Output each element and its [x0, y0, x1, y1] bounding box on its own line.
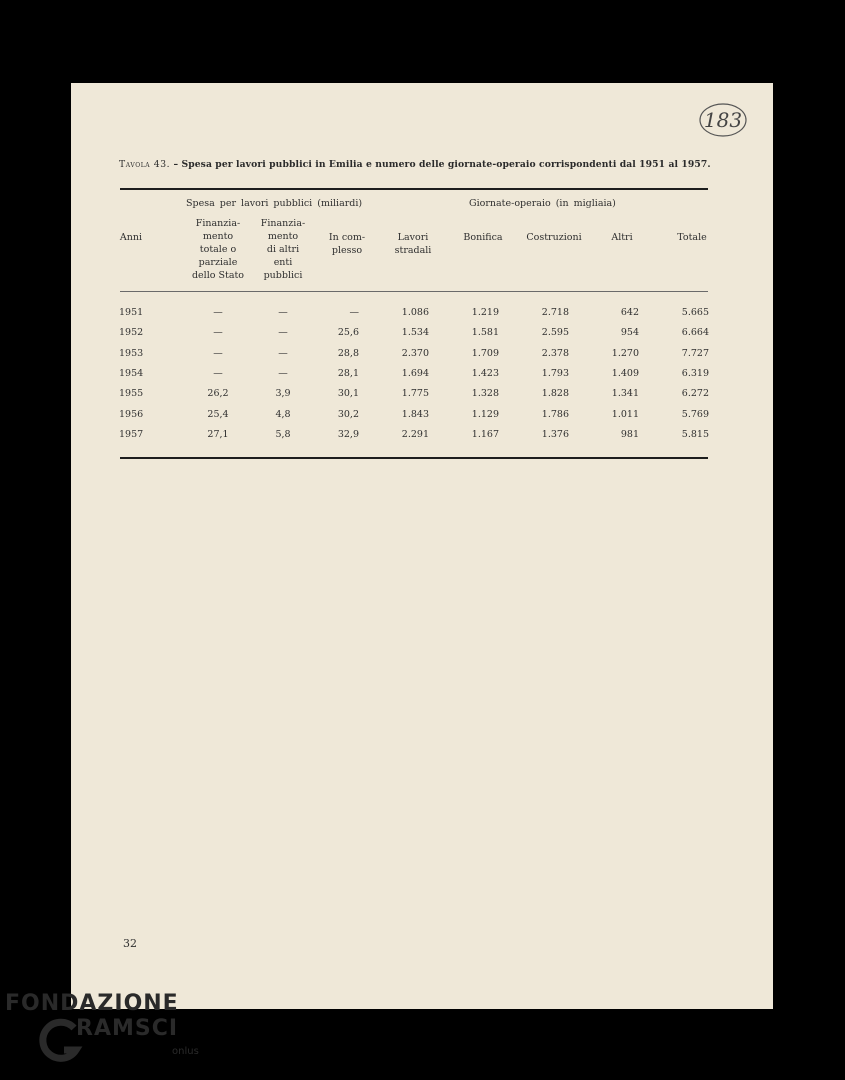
cell-anno: 1952 — [119, 327, 144, 339]
handwritten-page-number — [697, 101, 747, 139]
cell-costruzioni: 2.378 — [541, 347, 569, 359]
logo-line-3: onlus — [172, 1046, 199, 1057]
cell-in-complesso: 32,9 — [337, 428, 359, 440]
svg-text:183: 183 — [703, 108, 743, 132]
cell-costruzioni: 1.828 — [541, 388, 569, 400]
cell-fin-stato: 25,4 — [207, 408, 229, 420]
cell-in-complesso: 25,6 — [337, 327, 359, 339]
header-fin-stato: Finanzia- mento totale o parziale dello Stato — [191, 218, 245, 281]
cell-altri: 1.341 — [611, 388, 639, 400]
cell-totale: 5.665 — [681, 307, 709, 318]
cell-totale: 6.272 — [681, 388, 709, 400]
cell-bonifica: 1.219 — [471, 307, 499, 318]
cell-fin-altri: 3,9 — [275, 388, 291, 400]
cell-totale: 5.769 — [681, 408, 709, 420]
header-totale: Totale — [677, 232, 707, 243]
logo-line-2: RAMSCI — [76, 1016, 179, 1041]
cell-costruzioni: 2.718 — [541, 307, 569, 318]
cell-lavori-stradali: 2.370 — [401, 347, 429, 359]
table-number: Tavola 43. — [119, 159, 171, 170]
cell-in-complesso: 30,1 — [337, 388, 359, 400]
cell-in-complesso: 28,8 — [337, 347, 359, 359]
logo-line-1: FONDAZIONE — [5, 991, 179, 1016]
table-title: – Spesa per lavori pubblici in Emilia e numero delle giornate-operaio corrispondenti dal 1951 al 1957. — [173, 159, 711, 170]
cell-lavori-stradali: 1.086 — [401, 307, 429, 318]
header-bonifica: Bonifica — [463, 232, 503, 243]
cell-lavori-stradali: 1.534 — [401, 327, 429, 339]
cell-fin-altri: — — [278, 347, 288, 359]
group-header-spesa: Spesa per lavori pubblici (miliardi) — [186, 198, 363, 209]
header-costruzioni: Costruzioni — [526, 232, 582, 243]
cell-in-complesso: 30,2 — [337, 408, 359, 420]
cell-bonifica: 1.581 — [471, 327, 499, 339]
cell-fin-altri: — — [278, 367, 288, 379]
cell-anno: 1956 — [119, 408, 144, 420]
cell-anno: 1951 — [119, 307, 144, 318]
cell-anno: 1954 — [119, 367, 144, 379]
cell-bonifica: 1.423 — [471, 367, 499, 379]
cell-totale: 6.319 — [681, 367, 709, 379]
cell-altri: 954 — [620, 327, 639, 339]
cell-totale: 7.727 — [681, 347, 709, 359]
table-caption — [119, 159, 759, 170]
cell-in-complesso: — — [349, 307, 359, 318]
cell-totale: 5.815 — [681, 428, 709, 440]
cell-costruzioni: 1.793 — [541, 367, 569, 379]
cell-bonifica: 1.328 — [471, 388, 499, 400]
table-top-rule — [120, 188, 708, 190]
cell-totale: 6.664 — [681, 327, 709, 339]
header-anni: Anni — [119, 232, 143, 243]
cell-anno: 1955 — [119, 388, 144, 400]
cell-altri: 981 — [620, 428, 639, 440]
cell-fin-stato: — — [213, 347, 223, 359]
cell-altri: 1.011 — [611, 408, 639, 420]
header-lavori-stradali: Lavori stradali — [394, 232, 432, 256]
cell-bonifica: 1.129 — [471, 408, 499, 420]
cell-altri: 642 — [620, 307, 639, 318]
cell-anno: 1953 — [119, 347, 144, 359]
page-number: 32 — [123, 937, 137, 950]
cell-fin-stato: — — [213, 307, 223, 318]
cell-altri: 1.270 — [611, 347, 639, 359]
header-fin-altri: Finanzia- mento di altri enti pubblici — [260, 218, 306, 281]
cell-altri: 1.409 — [611, 367, 639, 379]
group-header-giornate: Giornate-operaio (in migliaia) — [469, 198, 616, 209]
cell-fin-altri: 5,8 — [275, 428, 291, 440]
cell-lavori-stradali: 1.843 — [401, 408, 429, 420]
cell-anno: 1957 — [119, 428, 144, 440]
cell-fin-stato: — — [213, 327, 223, 339]
cell-fin-stato: — — [213, 367, 223, 379]
cell-fin-stato: 26,2 — [207, 388, 229, 400]
cell-bonifica: 1.167 — [471, 428, 499, 440]
table-header-rule — [120, 291, 708, 292]
cell-fin-altri: — — [278, 327, 288, 339]
cell-lavori-stradali: 1.694 — [401, 367, 429, 379]
document-page — [71, 83, 773, 1009]
table-bottom-rule — [120, 457, 708, 459]
fondazione-gramsci-logo — [0, 985, 230, 1080]
cell-costruzioni: 2.595 — [541, 327, 569, 339]
cell-costruzioni: 1.786 — [541, 408, 569, 420]
header-in-complesso: In com- plesso — [328, 232, 366, 256]
cell-lavori-stradali: 1.775 — [401, 388, 429, 400]
cell-fin-altri: 4,8 — [275, 408, 291, 420]
cell-fin-stato: 27,1 — [207, 428, 229, 440]
cell-lavori-stradali: 2.291 — [401, 428, 429, 440]
cell-costruzioni: 1.376 — [541, 428, 569, 440]
header-altri: Altri — [611, 232, 633, 243]
cell-bonifica: 1.709 — [471, 347, 499, 359]
cell-in-complesso: 28,1 — [337, 367, 359, 379]
cell-fin-altri: — — [278, 307, 288, 318]
